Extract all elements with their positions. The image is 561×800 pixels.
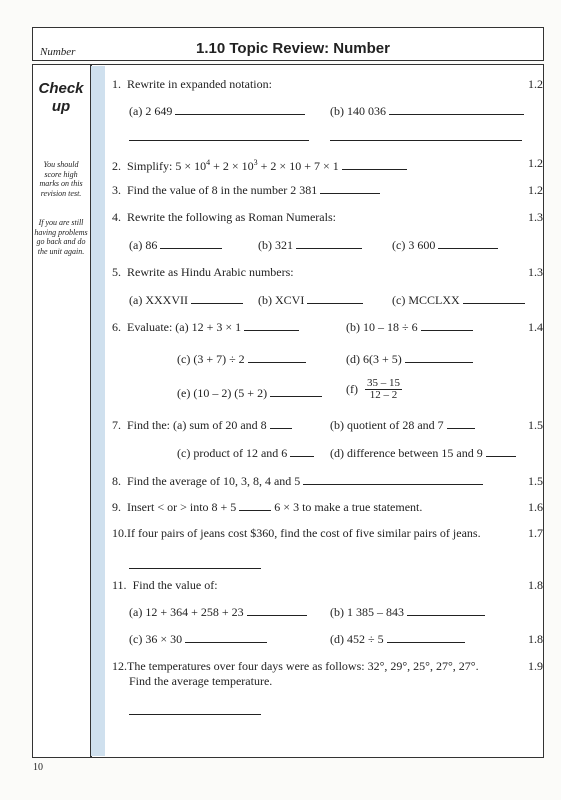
answer-line[interactable]	[129, 140, 309, 141]
ref-q3: 1.2	[528, 183, 543, 197]
answer-blank[interactable]	[296, 238, 362, 249]
question-2: 2. Simplify: $5 \times 10^4 + 2 \times 10^3 + 2 \times 10 + 7 \times 1$	[112, 156, 407, 173]
ref-q9: 1.6	[528, 500, 543, 514]
q11-part-c: (c) 36 × 30	[129, 632, 267, 646]
sidebar-note-score: You should score high marks on this revision test.	[39, 160, 83, 198]
answer-blank[interactable]	[244, 320, 299, 331]
section-label: Number	[40, 46, 76, 58]
q5-part-c: (c) MCCLXX	[392, 293, 525, 307]
question-11: 11. Find the value of:	[112, 578, 218, 592]
ref-q11: 1.8	[528, 578, 543, 592]
q6-part-e: (e) (10 – 2) (5 + 2)	[177, 386, 322, 400]
question-1: 1. Rewrite in expanded notation:	[112, 77, 272, 91]
answer-blank[interactable]	[387, 632, 465, 643]
answer-blank[interactable]	[247, 605, 307, 616]
ref-q8: 1.5	[528, 474, 543, 488]
ref-q12: 1.9	[528, 659, 543, 673]
answer-blank[interactable]	[175, 104, 305, 115]
q4-part-b: (b) 321	[258, 238, 362, 252]
question-7: 7. Find the: (a) sum of 20 and 8	[112, 418, 292, 432]
answer-line[interactable]	[129, 714, 261, 715]
question-9: 9. Insert < or > into 8 + 5 6 × 3 to make a true statement.	[112, 500, 423, 514]
question-4: 4. Rewrite the following as Roman Numerals:	[112, 210, 336, 224]
answer-blank[interactable]	[191, 293, 243, 304]
q7-part-c: (c) product of 12 and 6	[177, 446, 314, 460]
q1-part-b: (b) 140 036	[330, 104, 524, 118]
question-8: 8. Find the average of 10, 3, 8, 4 and 5	[112, 474, 483, 488]
answer-blank[interactable]	[248, 352, 306, 363]
q6-part-d: (d) 6(3 + 5)	[346, 352, 473, 366]
margin-stripe	[91, 66, 105, 756]
answer-line[interactable]	[330, 140, 522, 141]
q4-part-c: (c) 3 600	[392, 238, 498, 252]
answer-blank[interactable]	[405, 352, 473, 363]
answer-blank[interactable]	[421, 320, 473, 331]
check-up-heading: Check up	[38, 80, 84, 115]
question-3: 3. Find the value of 8 in the number 2 381	[112, 183, 380, 197]
answer-blank[interactable]	[185, 632, 267, 643]
answer-blank[interactable]	[160, 238, 222, 249]
answer-blank[interactable]	[270, 386, 322, 397]
answer-blank[interactable]	[447, 418, 475, 429]
question-6: 6. Evaluate: (a) 12 + 3 × 1	[112, 320, 299, 334]
ref-q10: 1.7	[528, 526, 543, 540]
question-12-continued: Find the average temperature.	[129, 674, 273, 688]
fraction: $\frac{35 - 15}{12 - 2}$	[367, 377, 400, 401]
q5-part-b: (b) XCVI	[258, 293, 363, 307]
q7-part-b: (b) quotient of 28 and 7	[330, 418, 475, 432]
answer-blank[interactable]	[320, 183, 380, 194]
q5-part-a: (a) XXXVII	[129, 293, 243, 307]
question-5: 5. Rewrite as Hindu Arabic numbers:	[112, 265, 294, 279]
answer-blank[interactable]	[303, 474, 483, 485]
question-12: 12.The temperatures over four days were as follows: 32°, 29°, 25°, 27°, 27°.	[112, 659, 479, 673]
answer-blank[interactable]	[342, 159, 407, 170]
ref-q11-secondary: 1.8	[528, 632, 543, 646]
ref-q6: 1.4	[528, 320, 543, 334]
answer-blank[interactable]	[438, 238, 498, 249]
q11-part-d: (d) 452 ÷ 5	[330, 632, 465, 646]
ref-q7: 1.5	[528, 418, 543, 432]
answer-blank[interactable]	[290, 446, 314, 457]
q7-part-d: (d) difference between 15 and 9	[330, 446, 516, 460]
ref-q2: 1.2	[528, 156, 543, 170]
ref-q1: 1.2	[528, 77, 543, 91]
answer-blank[interactable]	[463, 293, 525, 304]
answer-blank[interactable]	[307, 293, 363, 304]
answer-blank[interactable]	[407, 605, 485, 616]
page-title: 1.10 Topic Review: Number	[196, 40, 390, 57]
question-10: 10.If four pairs of jeans cost $360, find the cost of five similar pairs of jeans.	[112, 526, 481, 540]
q1-part-a: (a) 2 649	[129, 104, 305, 118]
q6-part-c: (c) (3 + 7) ÷ 2	[177, 352, 306, 366]
q6-part-f: (f) $\frac{35 - 15}{12 - 2}$	[346, 377, 400, 401]
q6-part-b: (b) 10 – 18 ÷ 6	[346, 320, 473, 334]
sidebar-note-problems: If you are still having problems go back and do the unit again.	[34, 218, 88, 256]
answer-blank[interactable]	[389, 104, 524, 115]
answer-blank[interactable]	[486, 446, 516, 457]
answer-line[interactable]	[129, 568, 261, 569]
q11-part-a: (a) 12 + 364 + 258 + 23	[129, 605, 307, 619]
ref-q5: 1.3	[528, 265, 543, 279]
answer-blank[interactable]	[270, 418, 292, 429]
q4-part-a: (a) 86	[129, 238, 222, 252]
page-number: 10	[33, 762, 43, 773]
answer-blank[interactable]	[239, 500, 271, 511]
ref-q4: 1.3	[528, 210, 543, 224]
q11-part-b: (b) 1 385 – 843	[330, 605, 485, 619]
